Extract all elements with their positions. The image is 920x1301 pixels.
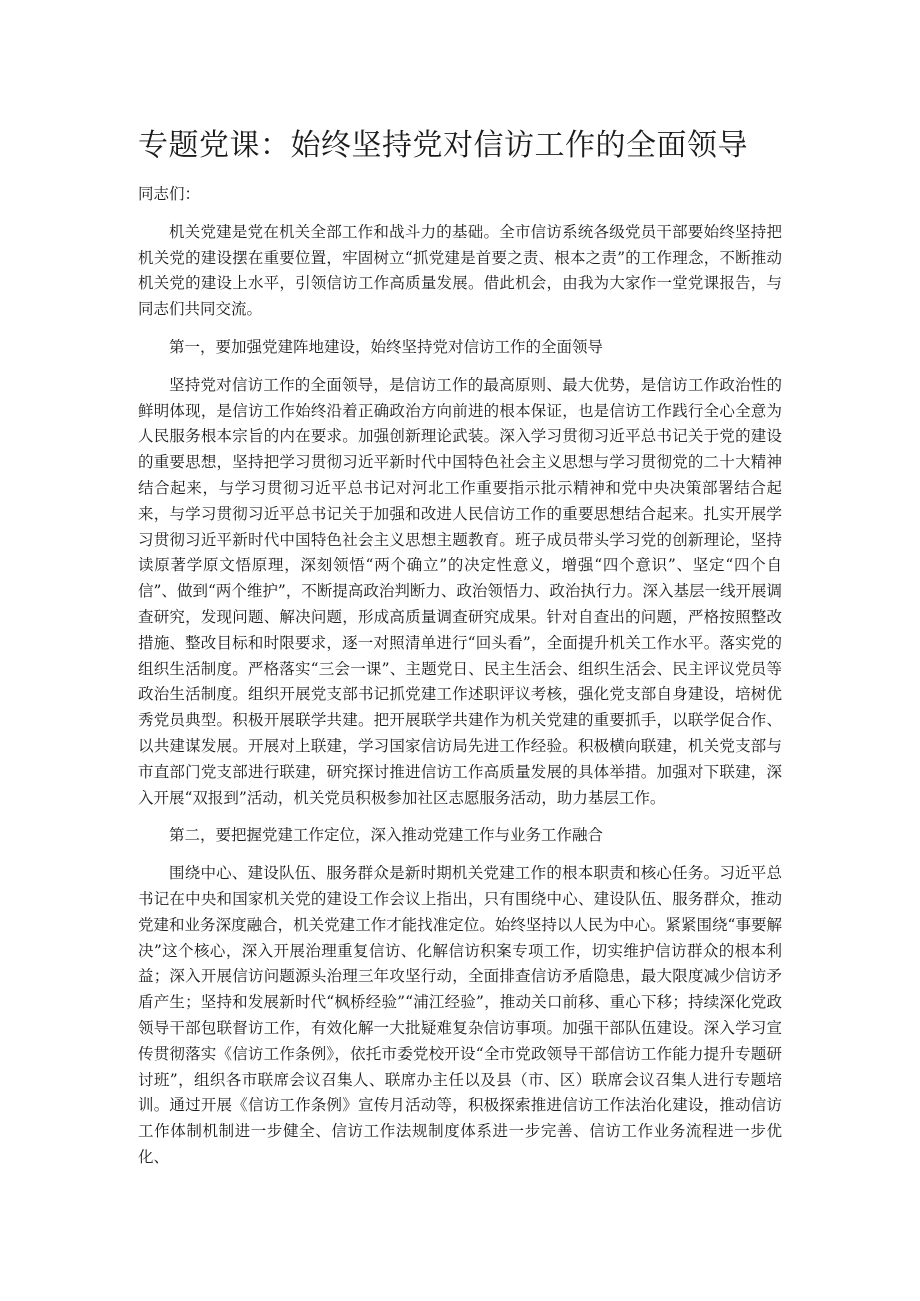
section-2-paragraph: 围绕中心、建设队伍、服务群众是新时期机关党建工作的根本职责和核心任务。习近平总书记在中央和国家机关党的建设工作会议上指出，只有围绕中心、建设队伍、服务群众，推动党建和业务深度融合，机关党建工作才能找准定位。始终坚持以人民为中心。紧紧围绕“事要解决”这个核心，深入开展治理重复信访、化解信访积案专项工作，切实维护信访群众的根本利益；深入开展信访问题源头治理三年攻坚行动，全面排查信访矛盾隐患，最大限度减少信访矛盾产生；坚持和发展新时代“枫桥经验”“浦江经验”，推动关口前移、重心下移；持续深化党政领导干部包联督访工作，有效化解一大批疑难复杂信访事项。加强干部队伍建设。深入学习宣传贯彻落实《信访工作条例》，依托市委党校开设“全市党政领导干部信访工作能力提升专题研讨班”，组织各市联席会议召集人、联席办主任以及县（市、区）联席会议召集人进行专题培训。通过开展《信访工作条例》宣传月活动等，积极探索推进信访工作法治化建设，推动信访工作体制机制进一步健全、信访工作法规制度体系进一步完善、信访工作业务流程进一步优化、 [138, 864, 782, 1166]
document-title: 专题党课：始终坚持党对信访工作的全面领导 [138, 128, 748, 163]
section-2-heading: 第二，要把握党建工作定位，深入推动党建工作与业务工作融合 [169, 826, 604, 845]
intro-paragraph: 机关党建是党在机关全部工作和战斗力的基础。全市信访系统各级党员干部要始终坚持把机关党的建设摆在重要位置，牢固树立“抓党建是首要之责、根本之责”的工作理念，不断推动机关党的建设上水平，引领信访工作高质量发展。借此机会，由我为大家作一堂党课报告，与同志们共同交流。 [138, 222, 782, 319]
section-1-heading: 第一，要加强党建阵地建设，始终坚持党对信访工作的全面领导 [169, 337, 604, 356]
document-page [138, 126, 782, 1183]
salutation: 同志们： [138, 185, 201, 203]
section-1-paragraph: 坚持党对信访工作的全面领导，是信访工作的最高原则、最大优势，是信访工作政治性的鲜明体现，是信访工作始终沿着正确政治方向前进的根本保证，也是信访工作践行全心全意为人民服务根本宗旨的内在要求。加强创新理论武装。深入学习贯彻习近平总书记关于党的建设的重要思想，坚持把学习贯彻习近平新时代中国特色社会主义思想与学习贯彻党的二十大精神结合起来，与学习贯彻习近平总书记对河北工作重要指示批示精神和党中央决策部署结合起来，与学习贯彻习近平总书记关于加强和改进人民信访工作的重要思想结合起来。扎实开展学习贯彻习近平新时代中国特色社会主义思想主题教育。班子成员带头学习党的创新理论，坚持读原著学原文悟原理，深刻领悟“两个确立”的决定性意义，增强“四个意识”、坚定“四个自信”、做到“两个维护”，不断提高政治判断力、政治领悟力、政治执行力。深入基层一线开展调查研究，发现问题、解决问题，形成高质量调查研究成果。针对自查出的问题，严格按照整改措施、整改目标和时限要求，逐一对照清单进行“回头看”，全面提升机关工作水平。落实党的组织生活制度。严格落实“三会一课”、主题党日、民主生活会、组织生活会、民主评议党员等政治生活制度。组织开展党支部书记抓党建工作述职评议考核，强化党支部自身建设，培树优秀党员典型。积极开展联学共建。把开展联学共建作为机关党建的重要抓手，以联学促合作、以共建谋发展。开展对上联建，学习国家信访局先进工作经验。积极横向联建，机关党支部与市直部门党支部进行联建，研究探讨推进信访工作高质量发展的具体举措。加强对下联建，深入开展“双报到”活动，机关党员积极参加社区志愿服务活动，助力基层工作。 [138, 375, 782, 807]
